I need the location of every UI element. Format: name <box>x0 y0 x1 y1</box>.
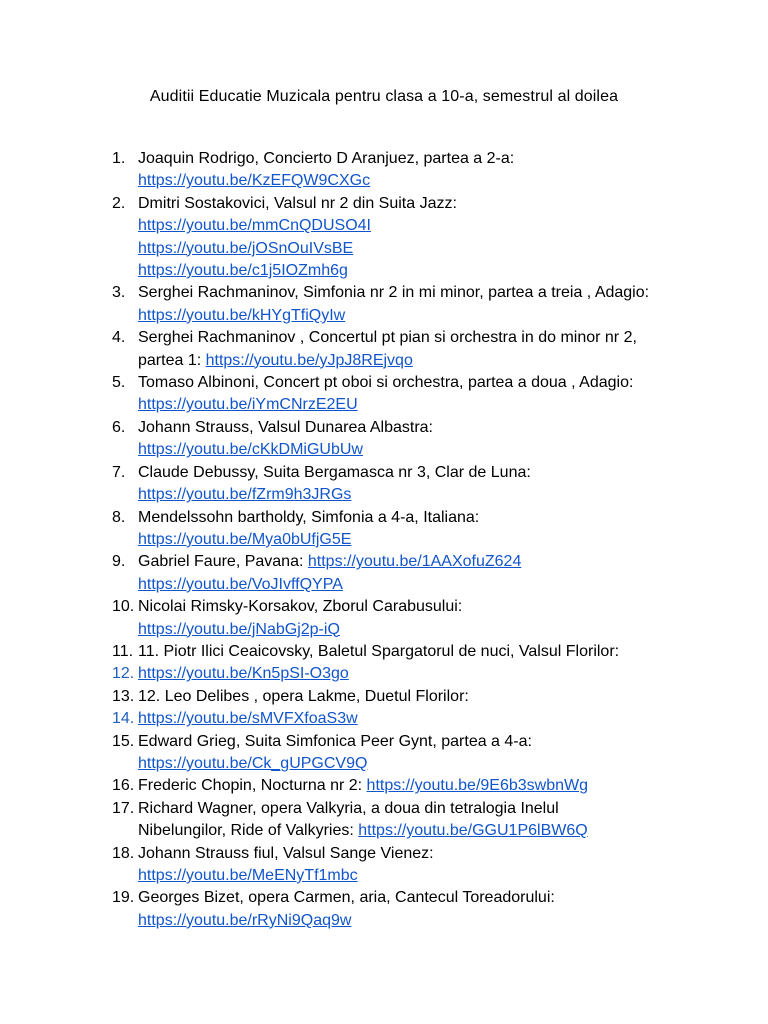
item-number: 1. <box>112 150 126 167</box>
item-text-line <box>138 551 732 573</box>
item-number: 8. <box>112 508 126 526</box>
item-text: Georges Bizet, opera Carmen, aria, Cantecul Toreadorului: <box>138 889 555 907</box>
item-text: Tomaso Albinoni, Concert pt oboi si orchestra, partea a doua , Adagio: <box>138 374 634 392</box>
item-text: Gabriel Faure, Pavana: <box>138 553 308 571</box>
item-text: Joaquin Rodrigo, Concierto D Aranjuez, partea a 2-a: <box>138 150 515 167</box>
list-item <box>112 462 732 507</box>
youtube-link[interactable]: https://youtu.be/fZrm9h3JRGs <box>138 486 352 504</box>
youtube-link[interactable]: https://youtu.be/mmCnQDUSO4I <box>138 217 371 235</box>
youtube-link[interactable]: https://youtu.be/Mya0bUfjG5E <box>138 530 352 548</box>
item-number: 12. <box>112 665 135 683</box>
item-number: 3. <box>112 284 126 302</box>
item-number: 16. <box>112 777 135 795</box>
list-item <box>112 686 732 708</box>
list-item <box>112 327 732 372</box>
item-text-continued <box>138 820 732 842</box>
youtube-link[interactable]: https://youtu.be/sMVFXfoaS3w <box>138 710 358 728</box>
youtube-link[interactable]: https://youtu.be/GGU1P6lBW6Q <box>358 822 588 840</box>
youtube-link[interactable]: https://youtu.be/rRyNi9Qaq9w <box>138 911 352 929</box>
youtube-link[interactable]: https://youtu.be/jNabGj2p-iQ <box>138 620 340 638</box>
item-number: 9. <box>112 553 126 571</box>
list-item <box>112 193 732 283</box>
item-number: 17. <box>112 799 135 817</box>
list-item <box>112 417 732 462</box>
list-item <box>112 843 732 888</box>
item-number: 11. <box>112 642 134 660</box>
item-text-prefix: partea 1: <box>138 351 206 369</box>
list-item <box>112 596 732 641</box>
youtube-link[interactable]: https://youtu.be/c1j5IOZmh6g <box>138 262 348 280</box>
item-text: Mendelssohn bartholdy, Simfonia a 4-a, Italiana: <box>138 508 480 526</box>
youtube-link[interactable]: https://youtu.be/Kn5pSI-O3go <box>138 665 349 683</box>
youtube-link[interactable]: https://youtu.be/KzEFQW9CXGc <box>138 172 371 190</box>
youtube-link[interactable]: https://youtu.be/jOSnOuIVsBE <box>138 239 354 257</box>
youtube-link[interactable]: https://youtu.be/MeENyTf1mbc <box>138 867 358 884</box>
item-text: 12. Leo Delibes , opera Lakme, Duetul Florilor: <box>138 687 469 705</box>
item-text: Frederic Chopin, Nocturna nr 2: <box>138 777 367 795</box>
youtube-link[interactable]: https://youtu.be/yJpJ8REjvqo <box>205 351 413 369</box>
list-item <box>112 731 732 776</box>
item-text: Serghei Rachmaninov , Concertul pt pian si orchestra in do minor nr 2, <box>138 329 637 347</box>
youtube-link[interactable]: https://youtu.be/9E6b3swbnWg <box>366 777 589 795</box>
item-text: Claude Debussy, Suita Bergamasca nr 3, Clar de Luna: <box>138 463 531 481</box>
item-text-continued <box>138 350 732 372</box>
youtube-link[interactable]: https://youtu.be/Ck_gUPGCV9Q <box>138 754 368 772</box>
item-text: Edward Grieg, Suita Simfonica Peer Gynt, partea a 4-a: <box>138 732 532 750</box>
item-text-line <box>138 775 732 797</box>
item-text: 11. Piotr Ilici Ceaicovsky, Baletul Spargatorul de nuci, Valsul Florilor: <box>138 642 620 660</box>
list-item <box>112 507 732 552</box>
item-number: 5. <box>112 374 126 392</box>
youtube-link[interactable]: https://youtu.be/1AAXofuZ624 <box>307 553 522 571</box>
item-number: 15. <box>112 732 135 750</box>
item-number: 19. <box>112 889 135 907</box>
list-item <box>112 148 732 193</box>
list-item <box>112 775 732 797</box>
item-number: 6. <box>112 418 126 436</box>
item-number: 13. <box>112 687 135 705</box>
item-number: 7. <box>112 463 126 481</box>
youtube-link[interactable]: https://youtu.be/iYmCNrzE2EU <box>138 396 358 414</box>
list-item <box>112 798 732 843</box>
list-item <box>112 708 732 730</box>
youtube-link[interactable]: https://youtu.be/kHYgTfiQyIw <box>138 306 346 324</box>
youtube-link[interactable]: https://youtu.be/VoJIvffQYPA <box>138 575 343 593</box>
list-item <box>112 282 732 327</box>
list-item <box>112 887 732 932</box>
list-item <box>112 641 732 663</box>
list-item <box>112 663 732 685</box>
item-text: Johann Strauss fiul, Valsul Sange Vienez: <box>138 844 434 862</box>
document-title: Auditii Educatie Muzicala pentru clasa a 10-a, semestrul al doilea <box>149 88 619 105</box>
list-item <box>112 551 732 596</box>
playlist-list <box>112 148 732 932</box>
item-number: 18. <box>112 844 135 862</box>
item-text: Johann Strauss, Valsul Dunarea Albastra: <box>138 418 433 436</box>
item-text: Richard Wagner, opera Valkyria, a doua din tetralogia Inelul <box>138 799 559 817</box>
item-text: Dmitri Sostakovici, Valsul nr 2 din Suita Jazz: <box>138 194 457 212</box>
list-item <box>112 372 732 417</box>
item-number: 14. <box>112 710 135 728</box>
item-text: Nicolai Rimsky-Korsakov, Zborul Carabusului: <box>138 598 463 616</box>
item-text: Serghei Rachmaninov, Simfonia nr 2 in mi minor, partea a treia , Adagio: <box>138 284 650 302</box>
item-number: 4. <box>112 329 126 347</box>
item-number: 2. <box>112 194 126 212</box>
item-number: 10. <box>112 598 135 616</box>
youtube-link[interactable]: https://youtu.be/cKkDMiGUbUw <box>138 441 363 459</box>
item-text-prefix: Nibelungilor, Ride of Valkyries: <box>138 822 359 840</box>
